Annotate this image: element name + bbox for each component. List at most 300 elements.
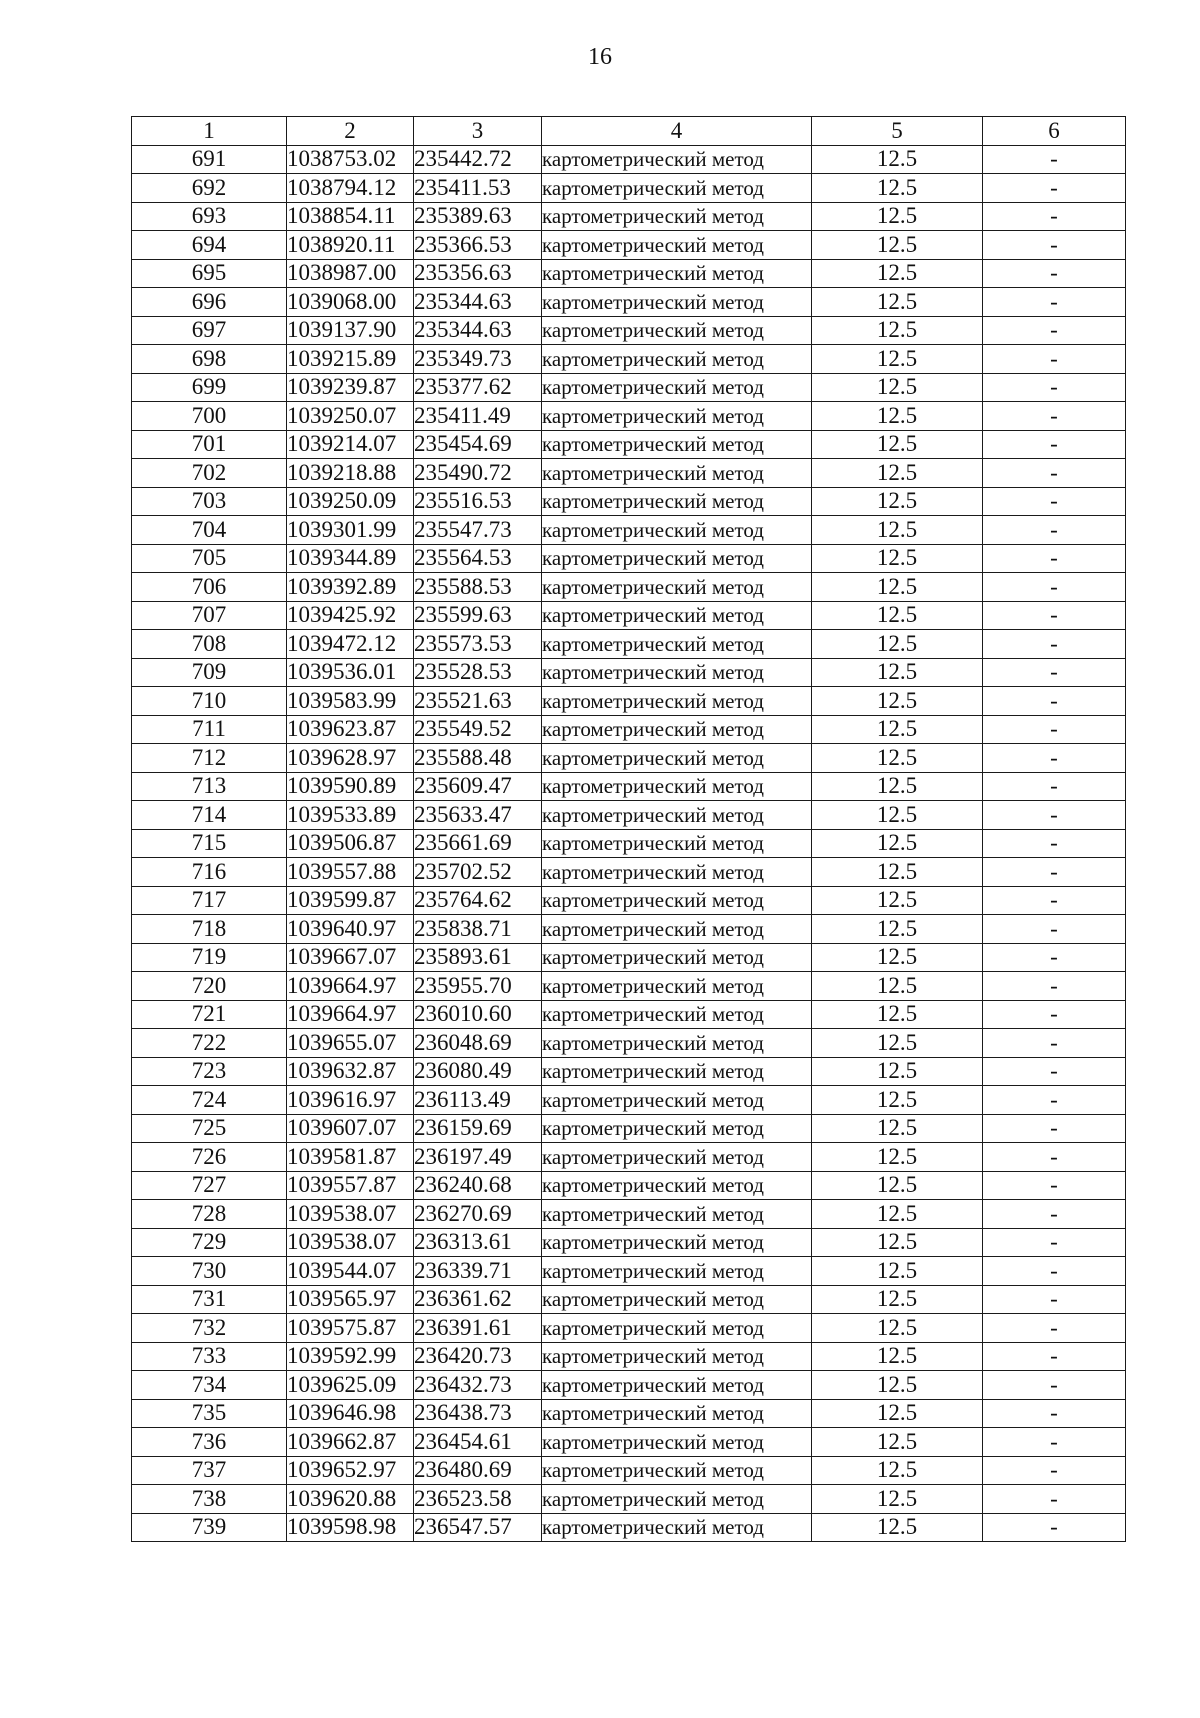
point-number-cell: 715 <box>132 829 287 858</box>
point-number-cell: 713 <box>132 772 287 801</box>
table-row <box>132 1086 1126 1115</box>
accuracy-cell: 12.5 <box>812 1029 983 1058</box>
y-coordinate-cell: 235454.69 <box>414 430 542 459</box>
x-coordinate-cell: 1039599.87 <box>287 886 414 915</box>
accuracy-cell: 12.5 <box>812 544 983 573</box>
accuracy-cell: 12.5 <box>812 1171 983 1200</box>
accuracy-cell: 12.5 <box>812 1257 983 1286</box>
note-cell: - <box>983 1029 1126 1058</box>
point-number-cell: 694 <box>132 231 287 260</box>
method-cell: картометрический метод <box>542 687 812 716</box>
accuracy-cell: 12.5 <box>812 202 983 231</box>
y-coordinate-cell: 235366.53 <box>414 231 542 260</box>
note-cell: - <box>983 1428 1126 1457</box>
x-coordinate-cell: 1039662.87 <box>287 1428 414 1457</box>
table-row <box>132 316 1126 345</box>
method-cell: картометрический метод <box>542 801 812 830</box>
y-coordinate-cell: 235564.53 <box>414 544 542 573</box>
point-number-cell: 717 <box>132 886 287 915</box>
y-coordinate-cell: 236438.73 <box>414 1399 542 1428</box>
table-row <box>132 430 1126 459</box>
point-number-cell: 697 <box>132 316 287 345</box>
column-header-6: 6 <box>983 117 1126 146</box>
point-number-cell: 718 <box>132 915 287 944</box>
note-cell: - <box>983 1456 1126 1485</box>
point-number-cell: 726 <box>132 1143 287 1172</box>
x-coordinate-cell: 1039137.90 <box>287 316 414 345</box>
x-coordinate-cell: 1039215.89 <box>287 345 414 374</box>
table-row <box>132 943 1126 972</box>
table-row <box>132 715 1126 744</box>
x-coordinate-cell: 1039557.88 <box>287 858 414 887</box>
x-coordinate-cell: 1039565.97 <box>287 1285 414 1314</box>
x-coordinate-cell: 1039646.98 <box>287 1399 414 1428</box>
x-coordinate-cell: 1039623.87 <box>287 715 414 744</box>
method-cell: картометрический метод <box>542 1485 812 1514</box>
note-cell: - <box>983 373 1126 402</box>
method-cell: картометрический метод <box>542 1428 812 1457</box>
note-cell: - <box>983 1171 1126 1200</box>
accuracy-cell: 12.5 <box>812 345 983 374</box>
x-coordinate-cell: 1039583.99 <box>287 687 414 716</box>
point-number-cell: 725 <box>132 1114 287 1143</box>
y-coordinate-cell: 235609.47 <box>414 772 542 801</box>
note-cell: - <box>983 202 1126 231</box>
x-coordinate-cell: 1039068.00 <box>287 288 414 317</box>
table-header-row <box>132 117 1126 146</box>
accuracy-cell: 12.5 <box>812 174 983 203</box>
table-row <box>132 1314 1126 1343</box>
coordinates-table <box>131 116 1126 1542</box>
point-number-cell: 710 <box>132 687 287 716</box>
column-header-1: 1 <box>132 117 287 146</box>
accuracy-cell: 12.5 <box>812 145 983 174</box>
point-number-cell: 734 <box>132 1371 287 1400</box>
accuracy-cell: 12.5 <box>812 801 983 830</box>
x-coordinate-cell: 1039592.99 <box>287 1342 414 1371</box>
x-coordinate-cell: 1039344.89 <box>287 544 414 573</box>
table-row <box>132 402 1126 431</box>
point-number-cell: 716 <box>132 858 287 887</box>
note-cell: - <box>983 573 1126 602</box>
method-cell: картометрический метод <box>542 943 812 972</box>
note-cell: - <box>983 145 1126 174</box>
table-row <box>132 1285 1126 1314</box>
method-cell: картометрический метод <box>542 231 812 260</box>
table-row <box>132 1029 1126 1058</box>
method-cell: картометрический метод <box>542 1086 812 1115</box>
point-number-cell: 709 <box>132 658 287 687</box>
table-row <box>132 1228 1126 1257</box>
note-cell: - <box>983 943 1126 972</box>
y-coordinate-cell: 235599.63 <box>414 601 542 630</box>
method-cell: картометрический метод <box>542 459 812 488</box>
note-cell: - <box>983 459 1126 488</box>
y-coordinate-cell: 235356.63 <box>414 259 542 288</box>
method-cell: картометрический метод <box>542 886 812 915</box>
method-cell: картометрический метод <box>542 1399 812 1428</box>
point-number-cell: 699 <box>132 373 287 402</box>
table-row <box>132 1428 1126 1457</box>
y-coordinate-cell: 235547.73 <box>414 516 542 545</box>
point-number-cell: 723 <box>132 1057 287 1086</box>
note-cell: - <box>983 829 1126 858</box>
method-cell: картометрический метод <box>542 658 812 687</box>
table-row <box>132 886 1126 915</box>
x-coordinate-cell: 1039628.97 <box>287 744 414 773</box>
point-number-cell: 700 <box>132 402 287 431</box>
x-coordinate-cell: 1039544.07 <box>287 1257 414 1286</box>
method-cell: картометрический метод <box>542 972 812 1001</box>
y-coordinate-cell: 236523.58 <box>414 1485 542 1514</box>
accuracy-cell: 12.5 <box>812 1342 983 1371</box>
point-number-cell: 714 <box>132 801 287 830</box>
point-number-cell: 692 <box>132 174 287 203</box>
x-coordinate-cell: 1039664.97 <box>287 972 414 1001</box>
y-coordinate-cell: 236432.73 <box>414 1371 542 1400</box>
point-number-cell: 730 <box>132 1257 287 1286</box>
accuracy-cell: 12.5 <box>812 231 983 260</box>
note-cell: - <box>983 1228 1126 1257</box>
y-coordinate-cell: 235588.48 <box>414 744 542 773</box>
y-coordinate-cell: 236391.61 <box>414 1314 542 1343</box>
x-coordinate-cell: 1039590.89 <box>287 772 414 801</box>
point-number-cell: 724 <box>132 1086 287 1115</box>
accuracy-cell: 12.5 <box>812 1485 983 1514</box>
method-cell: картометрический метод <box>542 1371 812 1400</box>
accuracy-cell: 12.5 <box>812 1114 983 1143</box>
accuracy-cell: 12.5 <box>812 316 983 345</box>
note-cell: - <box>983 259 1126 288</box>
accuracy-cell: 12.5 <box>812 1228 983 1257</box>
method-cell: картометрический метод <box>542 744 812 773</box>
method-cell: картометрический метод <box>542 858 812 887</box>
y-coordinate-cell: 235955.70 <box>414 972 542 1001</box>
y-coordinate-cell: 235633.47 <box>414 801 542 830</box>
table-row <box>132 1143 1126 1172</box>
x-coordinate-cell: 1039538.07 <box>287 1200 414 1229</box>
method-cell: картометрический метод <box>542 715 812 744</box>
point-number-cell: 721 <box>132 1000 287 1029</box>
x-coordinate-cell: 1038987.00 <box>287 259 414 288</box>
point-number-cell: 738 <box>132 1485 287 1514</box>
accuracy-cell: 12.5 <box>812 1314 983 1343</box>
point-number-cell: 705 <box>132 544 287 573</box>
column-header-4: 4 <box>542 117 812 146</box>
table-row <box>132 145 1126 174</box>
column-header-2: 2 <box>287 117 414 146</box>
point-number-cell: 693 <box>132 202 287 231</box>
method-cell: картометрический метод <box>542 573 812 602</box>
y-coordinate-cell: 235442.72 <box>414 145 542 174</box>
accuracy-cell: 12.5 <box>812 772 983 801</box>
note-cell: - <box>983 516 1126 545</box>
x-coordinate-cell: 1039575.87 <box>287 1314 414 1343</box>
method-cell: картометрический метод <box>542 1200 812 1229</box>
y-coordinate-cell: 235702.52 <box>414 858 542 887</box>
y-coordinate-cell: 236547.57 <box>414 1513 542 1542</box>
method-cell: картометрический метод <box>542 1143 812 1172</box>
method-cell: картометрический метод <box>542 487 812 516</box>
y-coordinate-cell: 235344.63 <box>414 316 542 345</box>
accuracy-cell: 12.5 <box>812 373 983 402</box>
point-number-cell: 729 <box>132 1228 287 1257</box>
y-coordinate-cell: 236197.49 <box>414 1143 542 1172</box>
accuracy-cell: 12.5 <box>812 1200 983 1229</box>
accuracy-cell: 12.5 <box>812 573 983 602</box>
y-coordinate-cell: 235549.52 <box>414 715 542 744</box>
method-cell: картометрический метод <box>542 1228 812 1257</box>
note-cell: - <box>983 1114 1126 1143</box>
table-row <box>132 1057 1126 1086</box>
method-cell: картометрический метод <box>542 516 812 545</box>
point-number-cell: 735 <box>132 1399 287 1428</box>
accuracy-cell: 12.5 <box>812 430 983 459</box>
method-cell: картометрический метод <box>542 1171 812 1200</box>
point-number-cell: 691 <box>132 145 287 174</box>
accuracy-cell: 12.5 <box>812 1513 983 1542</box>
table-row <box>132 174 1126 203</box>
note-cell: - <box>983 174 1126 203</box>
x-coordinate-cell: 1039598.98 <box>287 1513 414 1542</box>
table-row <box>132 687 1126 716</box>
x-coordinate-cell: 1039392.89 <box>287 573 414 602</box>
method-cell: картометрический метод <box>542 202 812 231</box>
y-coordinate-cell: 236048.69 <box>414 1029 542 1058</box>
table-row <box>132 1200 1126 1229</box>
point-number-cell: 695 <box>132 259 287 288</box>
note-cell: - <box>983 231 1126 260</box>
accuracy-cell: 12.5 <box>812 1371 983 1400</box>
x-coordinate-cell: 1039250.07 <box>287 402 414 431</box>
table-row <box>132 487 1126 516</box>
x-coordinate-cell: 1039536.01 <box>287 658 414 687</box>
table-row <box>132 459 1126 488</box>
point-number-cell: 712 <box>132 744 287 773</box>
accuracy-cell: 12.5 <box>812 1428 983 1457</box>
point-number-cell: 719 <box>132 943 287 972</box>
table-row <box>132 1171 1126 1200</box>
accuracy-cell: 12.5 <box>812 1399 983 1428</box>
accuracy-cell: 12.5 <box>812 1000 983 1029</box>
table-row <box>132 1399 1126 1428</box>
x-coordinate-cell: 1039581.87 <box>287 1143 414 1172</box>
note-cell: - <box>983 886 1126 915</box>
y-coordinate-cell: 235528.53 <box>414 658 542 687</box>
accuracy-cell: 12.5 <box>812 288 983 317</box>
method-cell: картометрический метод <box>542 316 812 345</box>
x-coordinate-cell: 1039472.12 <box>287 630 414 659</box>
point-number-cell: 731 <box>132 1285 287 1314</box>
accuracy-cell: 12.5 <box>812 915 983 944</box>
y-coordinate-cell: 235521.63 <box>414 687 542 716</box>
y-coordinate-cell: 236270.69 <box>414 1200 542 1229</box>
point-number-cell: 728 <box>132 1200 287 1229</box>
accuracy-cell: 12.5 <box>812 658 983 687</box>
x-coordinate-cell: 1038794.12 <box>287 174 414 203</box>
x-coordinate-cell: 1038753.02 <box>287 145 414 174</box>
note-cell: - <box>983 345 1126 374</box>
y-coordinate-cell: 235411.53 <box>414 174 542 203</box>
note-cell: - <box>983 772 1126 801</box>
x-coordinate-cell: 1039632.87 <box>287 1057 414 1086</box>
accuracy-cell: 12.5 <box>812 459 983 488</box>
accuracy-cell: 12.5 <box>812 715 983 744</box>
table-row <box>132 858 1126 887</box>
accuracy-cell: 12.5 <box>812 744 983 773</box>
y-coordinate-cell: 236361.62 <box>414 1285 542 1314</box>
point-number-cell: 703 <box>132 487 287 516</box>
column-header-3: 3 <box>414 117 542 146</box>
x-coordinate-cell: 1039239.87 <box>287 373 414 402</box>
method-cell: картометрический метод <box>542 288 812 317</box>
note-cell: - <box>983 487 1126 516</box>
point-number-cell: 696 <box>132 288 287 317</box>
x-coordinate-cell: 1039640.97 <box>287 915 414 944</box>
accuracy-cell: 12.5 <box>812 1143 983 1172</box>
y-coordinate-cell: 235389.63 <box>414 202 542 231</box>
accuracy-cell: 12.5 <box>812 259 983 288</box>
table-row <box>132 829 1126 858</box>
method-cell: картометрический метод <box>542 1456 812 1485</box>
table-row <box>132 544 1126 573</box>
method-cell: картометрический метод <box>542 259 812 288</box>
note-cell: - <box>983 1086 1126 1115</box>
y-coordinate-cell: 236420.73 <box>414 1342 542 1371</box>
table-row <box>132 573 1126 602</box>
table-row <box>132 972 1126 1001</box>
note-cell: - <box>983 744 1126 773</box>
table-row <box>132 373 1126 402</box>
note-cell: - <box>983 430 1126 459</box>
point-number-cell: 711 <box>132 715 287 744</box>
note-cell: - <box>983 1000 1126 1029</box>
page-number: 16 <box>588 44 612 70</box>
note-cell: - <box>983 687 1126 716</box>
note-cell: - <box>983 1513 1126 1542</box>
table-row <box>132 915 1126 944</box>
method-cell: картометрический метод <box>542 630 812 659</box>
accuracy-cell: 12.5 <box>812 829 983 858</box>
note-cell: - <box>983 715 1126 744</box>
table-body <box>132 145 1126 1542</box>
column-header-5: 5 <box>812 117 983 146</box>
method-cell: картометрический метод <box>542 829 812 858</box>
x-coordinate-cell: 1039425.92 <box>287 601 414 630</box>
y-coordinate-cell: 235893.61 <box>414 943 542 972</box>
method-cell: картометрический метод <box>542 430 812 459</box>
y-coordinate-cell: 235490.72 <box>414 459 542 488</box>
point-number-cell: 702 <box>132 459 287 488</box>
note-cell: - <box>983 1371 1126 1400</box>
note-cell: - <box>983 544 1126 573</box>
method-cell: картометрический метод <box>542 345 812 374</box>
table-row <box>132 772 1126 801</box>
point-number-cell: 732 <box>132 1314 287 1343</box>
x-coordinate-cell: 1039607.07 <box>287 1114 414 1143</box>
accuracy-cell: 12.5 <box>812 1285 983 1314</box>
x-coordinate-cell: 1039533.89 <box>287 801 414 830</box>
accuracy-cell: 12.5 <box>812 1456 983 1485</box>
x-coordinate-cell: 1039620.88 <box>287 1485 414 1514</box>
accuracy-cell: 12.5 <box>812 858 983 887</box>
note-cell: - <box>983 858 1126 887</box>
note-cell: - <box>983 1057 1126 1086</box>
point-number-cell: 706 <box>132 573 287 602</box>
y-coordinate-cell: 235344.63 <box>414 288 542 317</box>
accuracy-cell: 12.5 <box>812 601 983 630</box>
x-coordinate-cell: 1039538.07 <box>287 1228 414 1257</box>
table-row <box>132 259 1126 288</box>
method-cell: картометрический метод <box>542 174 812 203</box>
accuracy-cell: 12.5 <box>812 886 983 915</box>
note-cell: - <box>983 402 1126 431</box>
method-cell: картометрический метод <box>542 1257 812 1286</box>
table-row <box>132 231 1126 260</box>
accuracy-cell: 12.5 <box>812 972 983 1001</box>
note-cell: - <box>983 972 1126 1001</box>
method-cell: картометрический метод <box>542 1114 812 1143</box>
table-row <box>132 601 1126 630</box>
y-coordinate-cell: 236240.68 <box>414 1171 542 1200</box>
x-coordinate-cell: 1038854.11 <box>287 202 414 231</box>
y-coordinate-cell: 236080.49 <box>414 1057 542 1086</box>
point-number-cell: 720 <box>132 972 287 1001</box>
note-cell: - <box>983 1342 1126 1371</box>
point-number-cell: 737 <box>132 1456 287 1485</box>
accuracy-cell: 12.5 <box>812 1086 983 1115</box>
method-cell: картометрический метод <box>542 1057 812 1086</box>
note-cell: - <box>983 630 1126 659</box>
method-cell: картометрический метод <box>542 1000 812 1029</box>
table-row <box>132 516 1126 545</box>
table-row <box>132 1257 1126 1286</box>
x-coordinate-cell: 1039667.07 <box>287 943 414 972</box>
method-cell: картометрический метод <box>542 373 812 402</box>
x-coordinate-cell: 1039250.09 <box>287 487 414 516</box>
note-cell: - <box>983 288 1126 317</box>
y-coordinate-cell: 236010.60 <box>414 1000 542 1029</box>
y-coordinate-cell: 236339.71 <box>414 1257 542 1286</box>
x-coordinate-cell: 1039655.07 <box>287 1029 414 1058</box>
table-row <box>132 1342 1126 1371</box>
y-coordinate-cell: 235764.62 <box>414 886 542 915</box>
table-row <box>132 630 1126 659</box>
table-row <box>132 1456 1126 1485</box>
y-coordinate-cell: 235516.53 <box>414 487 542 516</box>
table-row <box>132 345 1126 374</box>
point-number-cell: 736 <box>132 1428 287 1457</box>
method-cell: картометрический метод <box>542 601 812 630</box>
table-row <box>132 1371 1126 1400</box>
table-row <box>132 658 1126 687</box>
table-row <box>132 1000 1126 1029</box>
y-coordinate-cell: 235349.73 <box>414 345 542 374</box>
method-cell: картометрический метод <box>542 544 812 573</box>
table-row <box>132 744 1126 773</box>
table-row <box>132 288 1126 317</box>
y-coordinate-cell: 236480.69 <box>414 1456 542 1485</box>
note-cell: - <box>983 1200 1126 1229</box>
accuracy-cell: 12.5 <box>812 487 983 516</box>
y-coordinate-cell: 236313.61 <box>414 1228 542 1257</box>
x-coordinate-cell: 1039652.97 <box>287 1456 414 1485</box>
y-coordinate-cell: 235588.53 <box>414 573 542 602</box>
x-coordinate-cell: 1039557.87 <box>287 1171 414 1200</box>
accuracy-cell: 12.5 <box>812 687 983 716</box>
method-cell: картометрический метод <box>542 1029 812 1058</box>
note-cell: - <box>983 658 1126 687</box>
